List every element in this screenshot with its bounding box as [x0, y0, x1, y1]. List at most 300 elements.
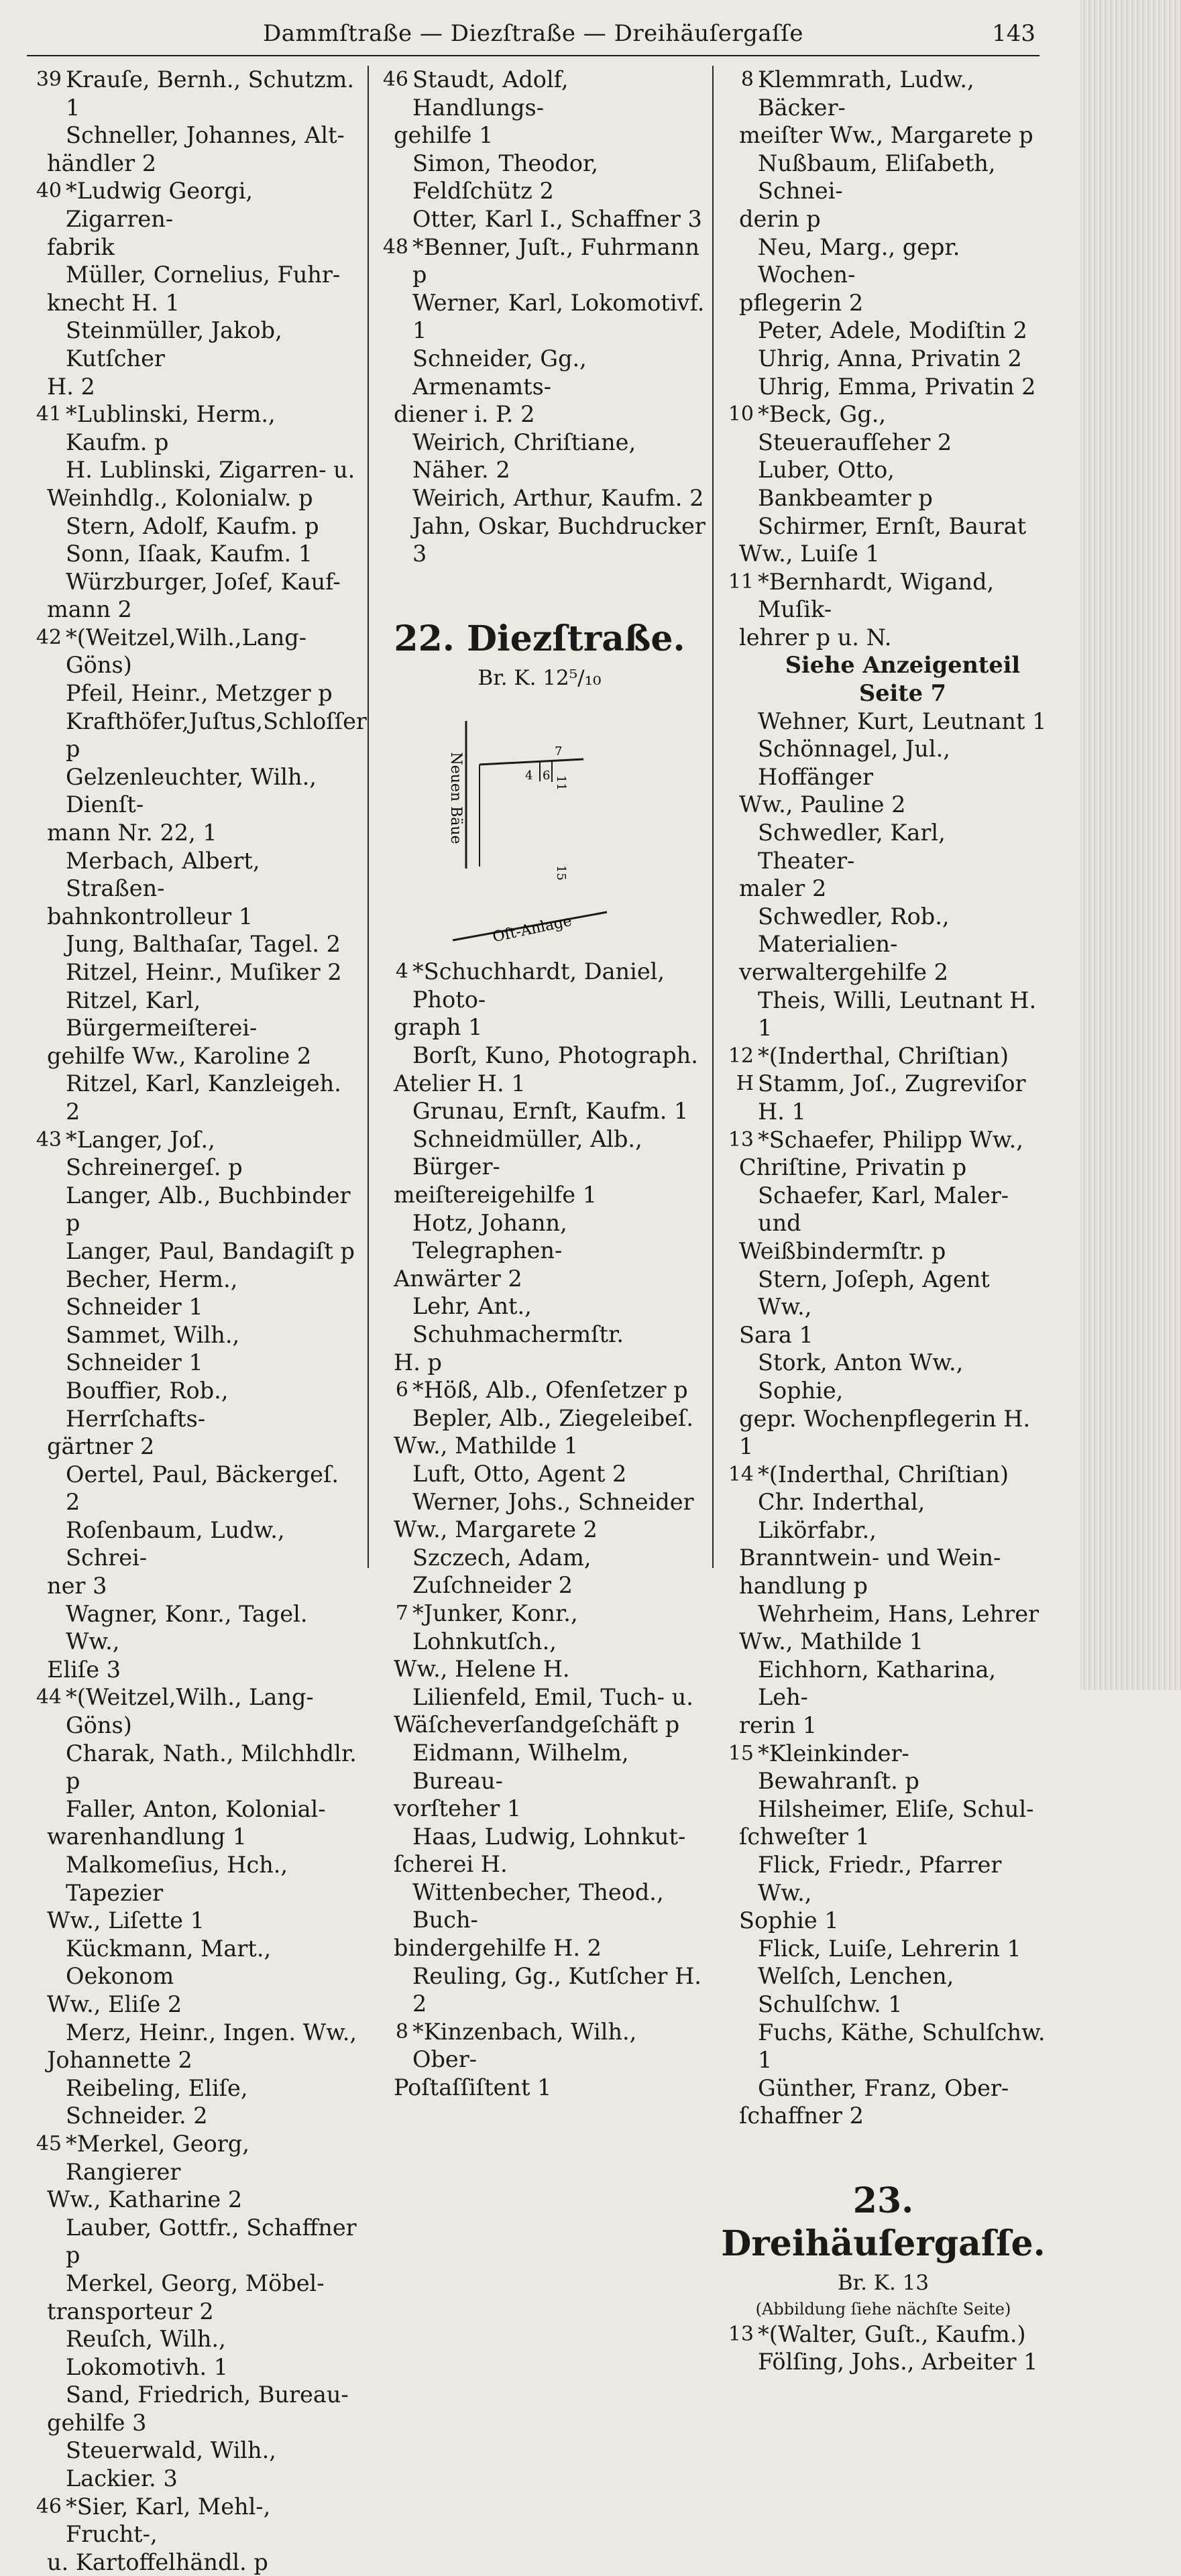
entry-text: Wehrheim, Hans, Lehrer: [758, 1600, 1039, 1627]
directory-entry: [719, 373, 1048, 401]
entry-text: Johannette 2: [47, 2047, 192, 2074]
entry-text: Schwedler, Rob., Materialien-: [758, 903, 950, 958]
house-number: 44: [36, 1685, 62, 1710]
directory-entry: [374, 1292, 706, 1348]
entry-text: *Langer, Joſ., Schreinergeſ. p: [66, 1126, 243, 1181]
house-number: 12 H: [728, 1044, 754, 1096]
entry-text: Schaefer, Karl, Maler- und: [758, 1182, 1009, 1237]
house-number: 8: [740, 68, 754, 91]
house-number: 46: [36, 2494, 62, 2518]
entry-text: Schönnagel, Jul., Hoffänger: [758, 736, 950, 790]
directory-entry: [719, 1349, 1048, 1404]
entry-text: Charak, Nath., Milchhdlr. p: [66, 1740, 357, 1795]
directory-entry: [719, 1572, 1048, 1600]
column-3-bottom-entries: [719, 2320, 1048, 2376]
entry-text: gehilfe Ww., Karoline 2: [47, 1042, 312, 1069]
entry-text: Sammet, Wilh., Schneider 1: [66, 1321, 240, 1376]
entry-text: Merbach, Albert, Straßen-: [66, 847, 260, 902]
directory-entry: [719, 540, 1048, 568]
entry-text: Ww., Helene H.: [394, 1656, 570, 1683]
directory-entry: [27, 1461, 359, 1516]
entry-text: Krauſe, Bernh., Schutzm. 1: [66, 66, 355, 121]
entry-text: Reuling, Gg., Kutſcher H. 2: [412, 1962, 701, 2017]
entry-text: Eidmann, Wilhelm, Bureau-: [412, 1739, 629, 1794]
directory-entry: [374, 1460, 706, 1488]
entry-text: Otter, Karl I., Schaffner 3: [412, 205, 702, 232]
entry-text: Sand, Friedrich, Bureau-: [66, 2382, 349, 2408]
entry-text: *Sier, Karl, Mehl-, Frucht-,: [66, 2493, 271, 2548]
entry-text: Reibeling, Eliſe, Schneider. 2: [66, 2074, 248, 2129]
directory-entry: [719, 1628, 1048, 1656]
entry-text: ner 3: [47, 1573, 107, 1600]
entry-text: vorſteher 1: [394, 1795, 522, 1822]
entry-text: Chr. Inderthal, Likörfabr.,: [758, 1489, 925, 1543]
directory-entry: [719, 568, 1048, 624]
entry-text: Siehe Anzeigenteil Seite 7: [785, 652, 1021, 707]
entry-text: Welſch, Lenchen, Schulſchw. 1: [758, 1963, 954, 2017]
directory-entry: [719, 875, 1048, 903]
entry-text: mann Nr. 22, 1: [47, 820, 217, 846]
directory-entry: [719, 121, 1048, 150]
entry-text: *(Weitzel,Wilh.,Lang-Göns): [66, 624, 307, 679]
directory-entry: [374, 121, 706, 150]
house-number: 13: [728, 1127, 754, 1152]
entry-text: Krafthöfer,Juſtus,Schloſſer p: [66, 708, 367, 763]
directory-entry: [719, 1740, 1048, 1795]
directory-entry: [374, 1070, 706, 1098]
directory-entry: [27, 177, 359, 233]
entry-text: Weirich, Arthur, Kaufm. 2: [412, 484, 704, 511]
entry-text: Poſtaſſiſtent 1: [394, 2074, 552, 2101]
directory-entry: [27, 2381, 359, 2409]
house-number: 11: [728, 569, 754, 594]
directory-entry: [719, 1321, 1048, 1349]
entry-text: Weirich, Chriſtiane, Näher. 2: [412, 429, 636, 484]
entry-text: Hilsheimer, Eliſe, Schul-: [758, 1795, 1034, 1822]
directory-entry: [719, 205, 1048, 233]
column-rule-1: [368, 66, 369, 1568]
entry-text: Günther, Franz, Ober-: [758, 2074, 1009, 2101]
directory-entry: [27, 930, 359, 958]
directory-entry: [719, 150, 1048, 205]
entry-text: Branntwein- und Wein-: [739, 1545, 1001, 1571]
entry-text: Borſt, Kuno, Photograph.: [412, 1042, 698, 1069]
directory-entry: [374, 1544, 706, 1600]
directory-entry: [27, 1795, 359, 1824]
entry-text: Luft, Otto, Agent 2: [412, 1460, 627, 1487]
entry-text: *(Weitzel,Wilh., Lang-Göns): [66, 1684, 314, 1739]
house-number: 48: [382, 235, 408, 259]
directory-entry: [719, 456, 1048, 512]
directory-entry: [27, 2298, 359, 2326]
entry-text: Ritzel, Karl, Kanzleigeh. 2: [66, 1070, 341, 1125]
directory-entry: [27, 2437, 359, 2492]
entry-text: Stern, Joſeph, Agent Ww.,: [758, 1266, 990, 1321]
directory-entry: [374, 66, 706, 121]
entry-text: *(Inderthal, Chriſtian): [758, 1461, 1009, 1488]
directory-entry: [27, 289, 359, 317]
section-22-title: 22. Diezſtraße.: [394, 618, 685, 659]
entry-text: Schneidmüller, Alb., Bürger-: [412, 1125, 642, 1180]
directory-entry: [374, 1879, 706, 1934]
directory-entry: [27, 400, 359, 456]
entry-text: mann 2: [47, 596, 132, 623]
entry-text: *Höß, Alb., Ofenſetzer p: [412, 1377, 688, 1404]
entry-text: Uhrig, Anna, Privatin 2: [758, 345, 1022, 372]
entry-text: Steinmüller, Jakob, Kutſcher: [66, 317, 282, 372]
entry-text: Flick, Friedr., Pfarrer Ww.,: [758, 1852, 1002, 1906]
entry-text: Klemmrath, Ludw., Bäcker-: [758, 66, 974, 121]
house-number: 40: [36, 179, 62, 203]
directory-entry: [27, 987, 359, 1042]
map-road-label-ost-anlage: Oſt-Anlage: [490, 913, 573, 946]
entry-text: Uhrig, Emma, Privatin 2: [758, 373, 1036, 400]
directory-entry: [27, 624, 359, 679]
map-house-number-7: 7: [554, 744, 562, 759]
house-number: 43: [36, 1127, 62, 1152]
entry-text: ſchweſter 1: [739, 1824, 870, 1850]
entry-text: *Schuchhardt, Daniel, Photo-: [412, 958, 665, 1013]
entry-text: Chriſtine, Privatin p: [739, 1154, 967, 1181]
column-2-top-entries: [374, 66, 706, 568]
directory-entry: [374, 1125, 706, 1181]
directory-entry: [374, 1209, 706, 1265]
directory-entry: [374, 1655, 706, 1683]
map-house-number-11: 11: [553, 775, 568, 791]
street-map-diagram: [439, 697, 640, 952]
directory-entry: [719, 2019, 1048, 2074]
page-header: [27, 15, 1039, 56]
entry-text: Szczech, Adam, Zuſchneider 2: [412, 1544, 592, 1599]
house-number: 15: [728, 1741, 754, 1765]
entry-text: Weinhdlg., Kolonialw. p: [47, 484, 313, 511]
directory-entry: [719, 1154, 1048, 1182]
directory-entry: [719, 708, 1048, 736]
column-1: [27, 66, 367, 2576]
directory-entry: [27, 2186, 359, 2214]
entry-text: Schirmer, Ernſt, Baurat: [758, 512, 1027, 539]
directory-entry: [374, 1432, 706, 1460]
entry-text: Lehr, Ant., Schuhmachermſtr.: [412, 1293, 624, 1347]
entry-text: Simon, Theodor, Feldſchütz 2: [412, 150, 598, 205]
entry-text: Kückmann, Mart., Oekonom: [66, 1935, 272, 1990]
directory-entry: [719, 651, 1048, 707]
house-number: 6: [395, 1378, 408, 1402]
directory-entry: [374, 2018, 706, 2074]
entry-text: Wehner, Kurt, Leutnant 1: [758, 708, 1047, 734]
map-road-label-neuen-baeue: Neuen Bäue: [447, 752, 464, 844]
directory-entry: [27, 1572, 359, 1600]
section-23-title: 23. Dreihäuſergaſſe.: [721, 2180, 1046, 2264]
running-title: Dammſtraße — Diezſtraße — Dreihäuſergaſſe: [263, 20, 803, 47]
entry-text: ſchaffner 2: [739, 2103, 864, 2129]
column-2: [374, 66, 706, 2102]
directory-entry: [374, 1934, 706, 1962]
directory-entry: [27, 1656, 359, 1684]
entry-text: Sophie 1: [739, 1907, 839, 1934]
directory-entry: [719, 1266, 1048, 1321]
house-number: 39: [36, 68, 62, 91]
directory-entry: [374, 512, 706, 568]
entry-text: lehrer p u. N.: [739, 624, 892, 651]
entry-text: Grunau, Ernſt, Kaufm. 1: [412, 1098, 689, 1125]
entry-text: bindergehilfe H. 2: [394, 1935, 602, 1962]
directory-entry: [27, 1321, 359, 1377]
directory-entry: [27, 763, 359, 819]
entry-text: Schneller, Johannes, Alt-: [66, 122, 345, 149]
directory-entry: [27, 847, 359, 903]
entry-text: Faller, Anton, Kolonial-: [66, 1795, 326, 1822]
directory-entry: [374, 958, 706, 1013]
directory-entry: [27, 121, 359, 150]
entry-text: *(Walter, Guſt., Kaufm.): [758, 2320, 1026, 2347]
directory-entry: [374, 1404, 706, 1433]
directory-entry: [719, 1405, 1048, 1461]
entry-text: H. 2: [47, 373, 95, 400]
directory-entry: [374, 1181, 706, 1209]
directory-entry: [27, 1907, 359, 1935]
directory-entry: [374, 1739, 706, 1795]
entry-text: Ww., Eliſe 2: [47, 1991, 182, 2017]
entry-text: Ww., Margarete 2: [394, 1516, 598, 1543]
house-number: 7: [395, 1601, 408, 1625]
directory-entry: [27, 1600, 359, 1656]
directory-entry: [719, 1795, 1048, 1824]
directory-entry: [27, 540, 359, 568]
entry-text: knecht H. 1: [47, 289, 180, 316]
entry-text: transporteur 2: [47, 2298, 214, 2325]
entry-text: Ww., Liſette 1: [47, 1907, 205, 1934]
directory-entry: [27, 233, 359, 262]
page-edge: [1080, 0, 1181, 1690]
directory-entry: [374, 1850, 706, 1879]
entry-text: Ww., Katharine 2: [47, 2186, 243, 2213]
entry-text: *Bernhardt, Wigand, Muſik-: [758, 568, 995, 623]
directory-entry: [27, 1991, 359, 2019]
directory-entry: [27, 708, 367, 763]
directory-entry: [719, 289, 1048, 317]
directory-entry: [374, 400, 706, 429]
map-road-line-2: [480, 759, 583, 765]
house-number: 46: [382, 68, 408, 91]
entry-text: Lilienfeld, Emil, Tuch- u.: [412, 1683, 693, 1710]
directory-entry: [27, 261, 359, 289]
directory-entry: [27, 150, 359, 178]
directory-entry: [27, 1516, 359, 1572]
directory-entry: [719, 958, 1048, 987]
directory-entry: [27, 317, 359, 372]
house-number: 41: [36, 402, 62, 427]
entry-text: rerin 1: [739, 1712, 818, 1739]
directory-entry: [374, 1711, 706, 1739]
directory-entry: [27, 1935, 359, 1991]
directory-entry: [27, 2074, 359, 2130]
entry-text: meiſtereigehilfe 1: [394, 1182, 598, 1209]
directory-entry: [719, 1656, 1048, 1712]
directory-entry: [27, 2493, 359, 2549]
entry-text: Stamm, Joſ., Zugreviſor H. 1: [758, 1070, 1026, 1125]
entry-text: ſcherei H.: [394, 1851, 508, 1878]
house-number: 10: [728, 402, 754, 427]
directory-entry: [27, 1740, 359, 1795]
directory-entry: [374, 1265, 706, 1293]
entry-text: Neu, Marg., gepr. Wochen-: [758, 233, 960, 288]
directory-entry: [719, 1182, 1048, 1237]
directory-entry: [374, 1488, 706, 1516]
directory-entry: [719, 1544, 1048, 1572]
directory-entry: [374, 1516, 706, 1544]
directory-entry: [27, 2409, 359, 2437]
column-rule-2: [712, 66, 714, 1568]
directory-entry: [27, 2270, 359, 2298]
entry-text: Ritzel, Karl, Bürgermeiſterei-: [66, 987, 258, 1042]
directory-entry: [719, 1600, 1048, 1628]
directory-entry: [374, 484, 706, 512]
directory-entry: [719, 791, 1048, 819]
entry-text: händler 2: [47, 150, 157, 176]
directory-entry: [27, 819, 359, 847]
directory-entry: [27, 512, 359, 541]
entry-text: Jung, Balthaſar, Tagel. 2: [66, 931, 341, 958]
directory-entry: [374, 1823, 706, 1851]
directory-entry: [719, 903, 1048, 958]
directory-entry: [27, 1042, 359, 1070]
section-23-map-ref: Br. K. 13: [837, 2270, 930, 2295]
entry-text: Lauber, Gottfr., Schaffner p: [66, 2214, 357, 2269]
directory-entry: [374, 345, 706, 400]
directory-entry: [374, 205, 706, 233]
entry-text: Werner, Karl, Lokomotivf. 1: [412, 289, 705, 344]
directory-entry: [27, 484, 359, 512]
house-number: 14: [728, 1462, 754, 1486]
directory-entry: [27, 373, 359, 401]
entry-text: Merkel, Georg, Möbel-: [66, 2270, 325, 2296]
column-3-entries: [719, 66, 1048, 2130]
directory-entry: [27, 596, 359, 624]
directory-entry: [27, 1237, 359, 1266]
map-house-number-4: 4: [524, 769, 532, 783]
house-number: 8: [395, 2019, 408, 2043]
directory-entry: [27, 2019, 359, 2047]
entry-text: Pfeil, Heinr., Metzger p: [66, 680, 333, 707]
entry-text: Steuerwald, Wilh., Lackier. 3: [66, 2437, 276, 2492]
entry-text: u. Kartoffelhändl. p: [47, 2549, 268, 2575]
entry-text: *Merkel, Georg, Rangierer: [66, 2130, 249, 2185]
entry-text: Roſenbaum, Ludw., Schrei-: [66, 1516, 285, 1571]
entry-text: Luber, Otto, Bankbeamter p: [758, 457, 933, 511]
directory-entry: [27, 2214, 359, 2270]
entry-text: Langer, Paul, Bandagiſt p: [66, 1237, 355, 1264]
entry-text: meiſter Ww., Margarete p: [739, 122, 1033, 149]
directory-entry: [719, 1126, 1048, 1154]
entry-text: Ritzel, Heinr., Muſiker 2: [66, 959, 342, 985]
entry-text: Haas, Ludwig, Lohnkut-: [412, 1823, 686, 1850]
entry-text: handlung p: [739, 1573, 868, 1600]
directory-entry: [27, 1851, 359, 1907]
section-22-map-ref: Br. K. 12⁵/₁₀: [477, 665, 602, 690]
entry-text: *Schaefer, Philipp Ww.,: [758, 1126, 1023, 1153]
directory-entry: [27, 2130, 359, 2186]
entry-text: Wäſcheverſandgeſchäft p: [394, 1712, 680, 1738]
directory-entry: [374, 1013, 706, 1042]
section-23-note: (Abbildung ſiehe nächſte Seite): [755, 2299, 1011, 2318]
entry-text: Schneider, Gg., Armenamts-: [412, 345, 587, 400]
directory-entry: [719, 2074, 1048, 2103]
directory-entry: [719, 1488, 1048, 1544]
entry-text: gepr. Wochenpflegerin H. 1: [739, 1405, 1031, 1460]
entry-text: Eliſe 3: [47, 1656, 121, 1683]
entry-text: *Kinzenbach, Wilh., Ober-: [412, 2018, 637, 2073]
entry-text: Peter, Adele, Modiſtin 2: [758, 317, 1027, 344]
directory-entry: [27, 1070, 359, 1125]
directory-entry: [27, 1182, 359, 1237]
entry-text: Merz, Heinr., Ingen. Ww.,: [66, 2019, 357, 2046]
directory-entry: [719, 66, 1048, 121]
entry-text: Wittenbecher, Theod., Buch-: [412, 1879, 664, 1934]
directory-entry: [719, 987, 1048, 1042]
house-number: 42: [36, 625, 62, 649]
directory-entry: [719, 1042, 1048, 1096]
directory-entry: [719, 400, 1048, 456]
entry-text: Reuſch, Wilh., Lokomotivh. 1: [66, 2326, 229, 2380]
directory-entry: [27, 903, 359, 931]
directory-entry: [27, 679, 359, 708]
entry-text: Theis, Willi, Leutnant H. 1: [758, 987, 1037, 1042]
entry-text: gehilfe 1: [394, 122, 494, 149]
directory-entry: [374, 289, 706, 345]
column-2-bottom-entries: [374, 958, 706, 2101]
entry-text: *Kleinkinder-Bewahranſt. p: [758, 1740, 919, 1795]
directory-entry: [719, 345, 1048, 373]
directory-entry: [27, 1683, 359, 1739]
directory-entry: [374, 150, 706, 205]
entry-text: Atelier H. 1: [394, 1070, 526, 1097]
entry-text: Langer, Alb., Buchbinder p: [66, 1182, 351, 1237]
directory-entry: [27, 456, 359, 484]
directory-entry: [719, 1962, 1048, 2018]
directory-entry: [719, 1823, 1048, 1851]
entry-text: Ww., Mathilde 1: [394, 1433, 579, 1459]
entry-text: derin p: [739, 205, 821, 232]
entry-text: verwaltergehilfe 2: [739, 959, 948, 985]
entry-text: diener i. P. 2: [394, 401, 535, 428]
directory-entry: [719, 2102, 1048, 2130]
directory-entry: [719, 1851, 1048, 1907]
entry-text: Nußbaum, Eliſabeth, Schnei-: [758, 150, 996, 205]
directory-entry: [719, 512, 1048, 541]
directory-entry: [27, 1126, 359, 1182]
directory-entry: [27, 568, 359, 596]
directory-entry: [374, 2074, 706, 2102]
directory-entry: [27, 1266, 359, 1321]
entry-text: *Benner, Juſt., Fuhrmann p: [412, 233, 699, 288]
directory-entry: [719, 819, 1048, 875]
directory-entry: [374, 1097, 706, 1125]
entry-text: Hotz, Johann, Telegraphen-: [412, 1209, 567, 1264]
entry-text: Würzburger, Joſef, Kauf-: [66, 568, 341, 595]
directory-entry: [719, 624, 1048, 652]
entry-text: Werner, Johs., Schneider: [412, 1488, 694, 1515]
directory-entry: [374, 1683, 706, 1712]
page-number: 143: [992, 20, 1035, 47]
directory-entry: [27, 958, 359, 987]
map-house-number-6: 6: [542, 769, 550, 783]
entry-text: maler 2: [739, 875, 827, 902]
entry-text: Weißbindermſtr. p: [739, 1237, 946, 1264]
entry-text: Jahn, Oskar, Buchdrucker 3: [412, 512, 706, 567]
entry-text: H. Lublinski, Zigarren- u.: [66, 457, 355, 484]
directory-entry: [27, 1433, 359, 1461]
